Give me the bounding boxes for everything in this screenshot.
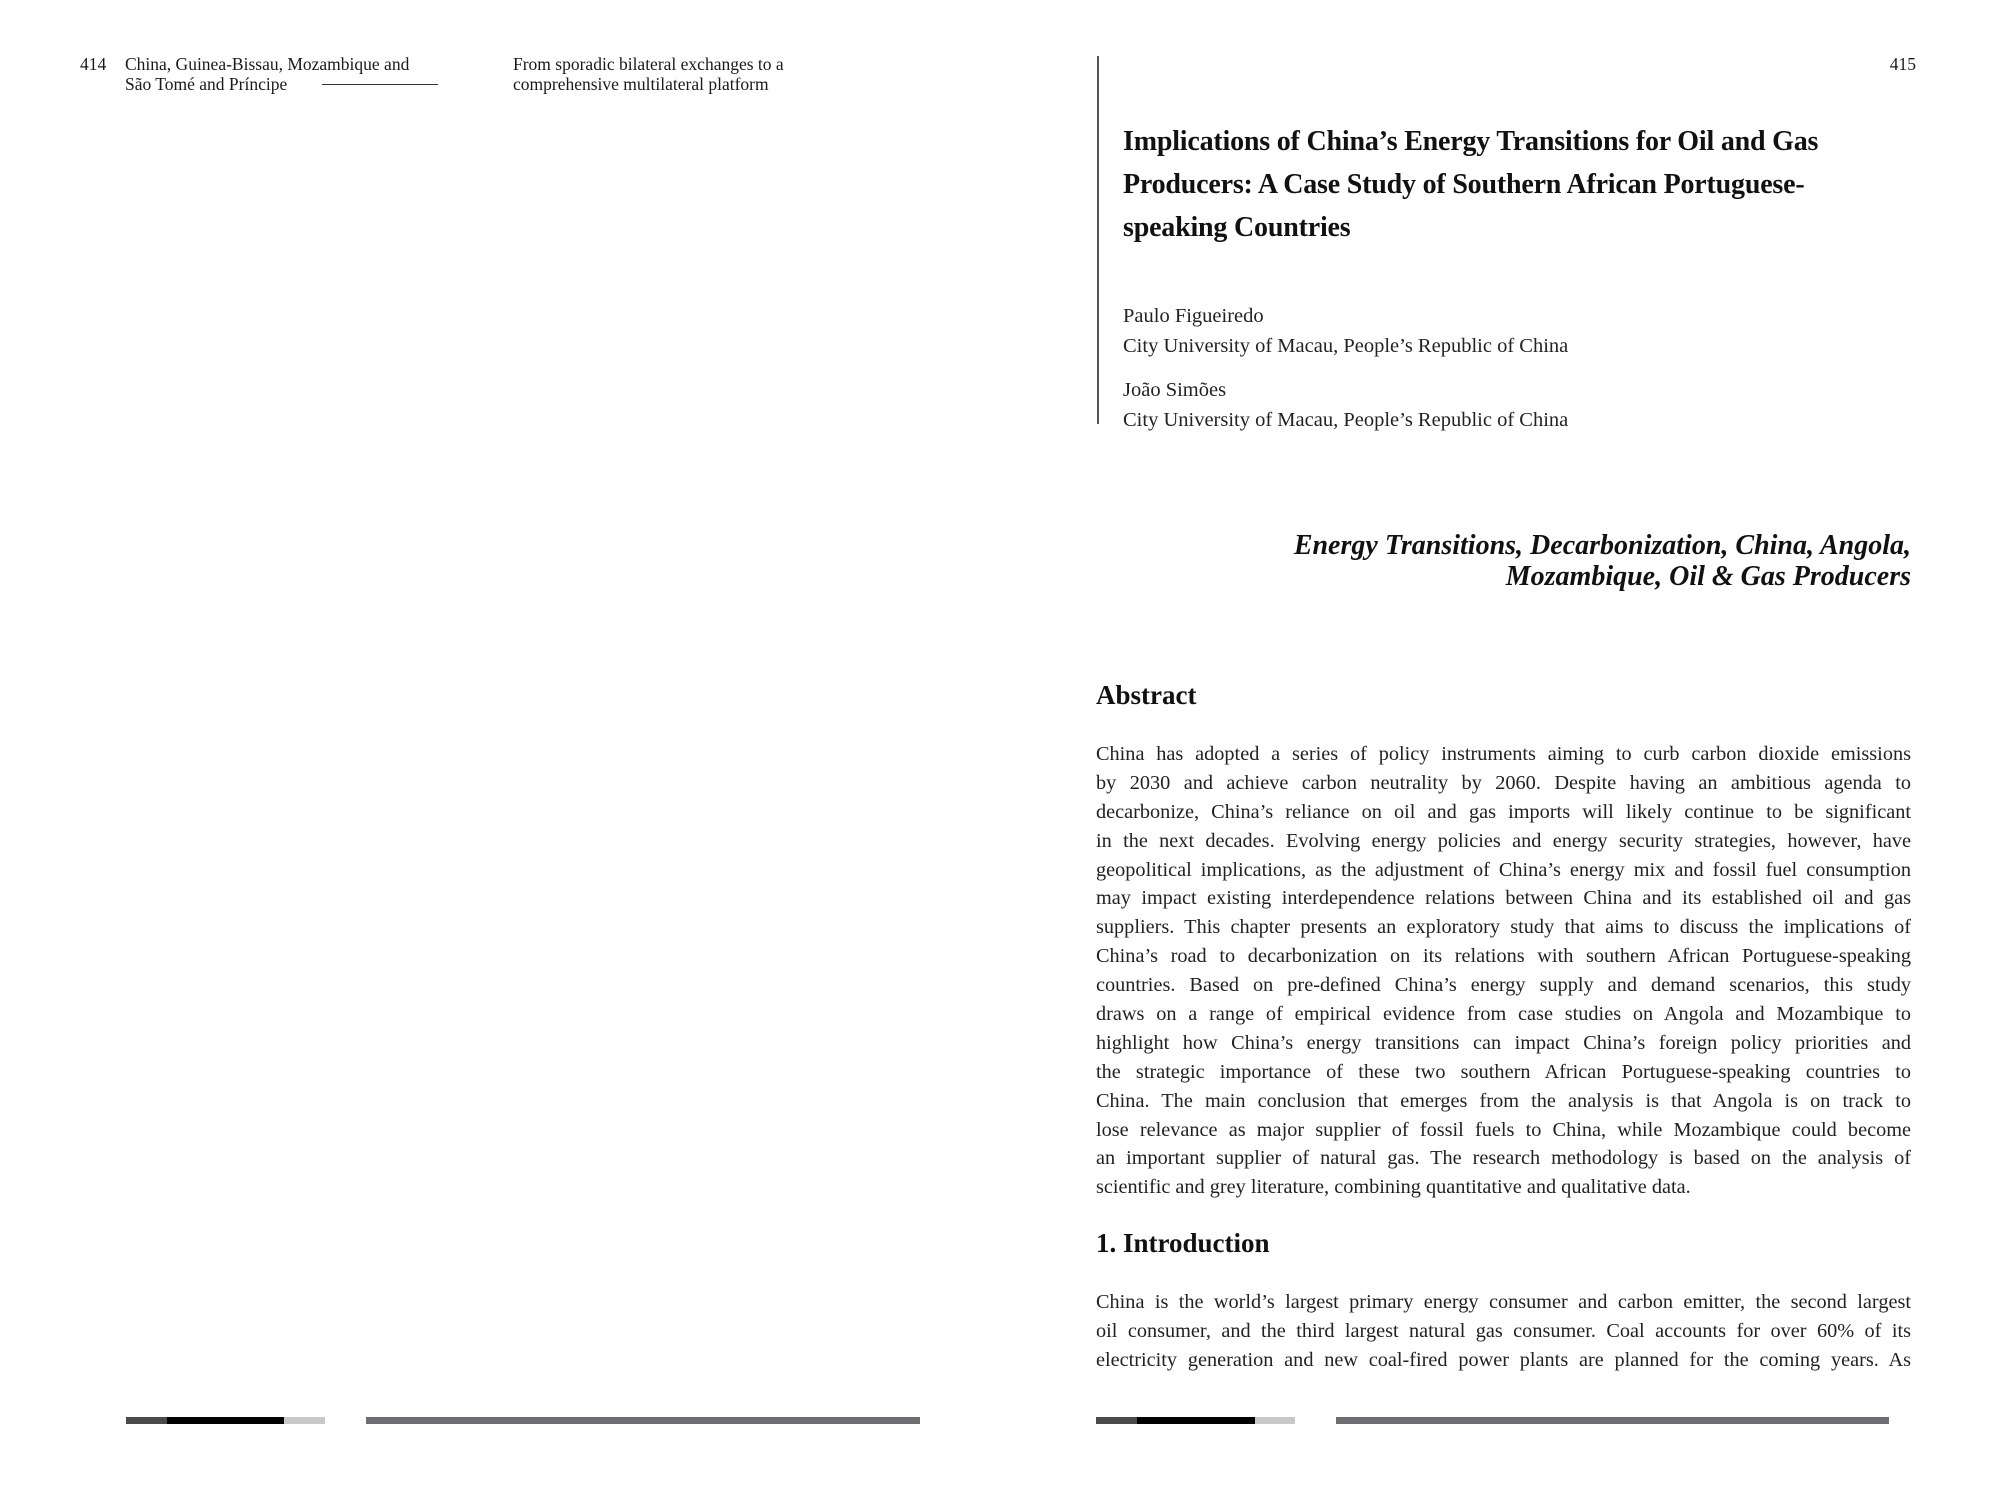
body-text-line: China is the world’s largest primary energy consumer and carbon emitter, the second largest — [1096, 1291, 1911, 1313]
footer-bar-dark-right — [1096, 1417, 1137, 1424]
footer-bar-light-right — [1255, 1417, 1295, 1424]
body-text-line: suppliers. This chapter presents an exploratory study that aims to discuss the implications of — [1096, 916, 1911, 939]
footer-bar-dark-left — [126, 1417, 167, 1424]
author-name: Paulo Figueiredo — [1123, 305, 1264, 327]
running-head-rule — [322, 84, 438, 85]
left-page-number: 414 — [80, 54, 107, 74]
introduction-body — [1096, 1288, 1911, 1375]
footer-bar-light-left — [284, 1417, 325, 1424]
running-head-chapter-line: São Tomé and Príncipe — [125, 74, 288, 94]
abstract-body — [1096, 740, 1911, 1202]
body-text-line: lose relevance as major supplier of fossil fuels to China, while Mozambique could become — [1096, 1118, 1911, 1141]
running-head-section — [513, 54, 784, 94]
body-text-line: oil consumer, and the third largest natural gas consumer. Coal accounts for over 60% of its — [1096, 1319, 1911, 1342]
body-text-line: the strategic importance of these two southern African Portuguese-speaking countries to — [1096, 1060, 1911, 1083]
abstract-heading: Abstract — [1096, 680, 1197, 710]
author-entry — [1123, 376, 1568, 435]
title-vertical-rule — [1097, 56, 1099, 424]
footer-bar-long-left — [366, 1417, 920, 1424]
author-affiliation: City University of Macau, People’s Republic of China — [1123, 408, 1569, 431]
body-text-line: highlight how China’s energy transitions can impact China’s foreign policy priorities and — [1096, 1031, 1911, 1054]
chapter-title — [1123, 120, 1913, 249]
running-head-chapter — [125, 54, 409, 94]
footer-bar-black-right — [1137, 1417, 1255, 1424]
keywords-line: Mozambique, Oil & Gas Producers — [1505, 561, 1911, 592]
chapter-title-line: Implications of China’s Energy Transitions for Oil and Gas — [1123, 126, 1819, 157]
author-entry — [1123, 302, 1568, 361]
body-text-line: China has adopted a series of policy instruments aiming to curb carbon dioxide emissions — [1096, 743, 1911, 765]
right-page-number: 415 — [1889, 54, 1916, 74]
author-affiliation: City University of Macau, People’s Republic of China — [1123, 334, 1569, 357]
body-text-line: China. The main conclusion that emerges from the analysis is that Angola is on track to — [1096, 1089, 1911, 1112]
body-text-line: scientific and grey literature, combining quantitative and qualitative data. — [1096, 1176, 1691, 1199]
body-text-line: by 2030 and achieve carbon neutrality by 2060. Despite having an ambitious agenda to — [1096, 771, 1911, 794]
footer-bar-long-right — [1336, 1417, 1889, 1424]
body-text-line: decarbonize, China’s reliance on oil and gas imports will likely continue to be significant — [1096, 800, 1911, 823]
introduction-heading: 1. Introduction — [1096, 1228, 1270, 1258]
author-name: João Simões — [1123, 379, 1227, 401]
author-block — [1123, 302, 1568, 450]
running-head-section-line: From sporadic bilateral exchanges to a — [513, 54, 784, 74]
chapter-title-line: speaking Countries — [1123, 212, 1351, 243]
body-text-line: China’s road to decarbonization on its relations with southern African Portuguese-speaking — [1096, 945, 1911, 968]
body-text-line: electricity generation and new coal-fired power plants are planned for the coming years. As — [1096, 1348, 1911, 1371]
body-text-line: in the next decades. Evolving energy policies and energy security strategies, however, have — [1096, 829, 1911, 852]
body-text-line: draws on a range of empirical evidence from case studies on Angola and Mozambique to — [1096, 1003, 1911, 1026]
body-text-line: countries. Based on pre-defined China’s energy supply and demand scenarios, this study — [1096, 974, 1911, 997]
body-text-line: geopolitical implications, as the adjustment of China’s energy mix and fossil fuel consumption — [1096, 858, 1911, 881]
running-head-chapter-line: China, Guinea-Bissau, Mozambique and — [125, 54, 410, 74]
body-text-line: an important supplier of natural gas. The research methodology is based on the analysis of — [1096, 1147, 1911, 1170]
keywords-line: Energy Transitions, Decarbonization, China, Angola, — [1293, 530, 1911, 561]
body-text-line: may impact existing interdependence relations between China and its established oil and gas — [1096, 887, 1911, 910]
footer-bar-black-left — [167, 1417, 284, 1424]
running-head-section-line: comprehensive multilateral platform — [513, 74, 769, 94]
keywords — [1111, 530, 1911, 592]
chapter-title-line: Producers: A Case Study of Southern African Portuguese- — [1123, 169, 1805, 200]
